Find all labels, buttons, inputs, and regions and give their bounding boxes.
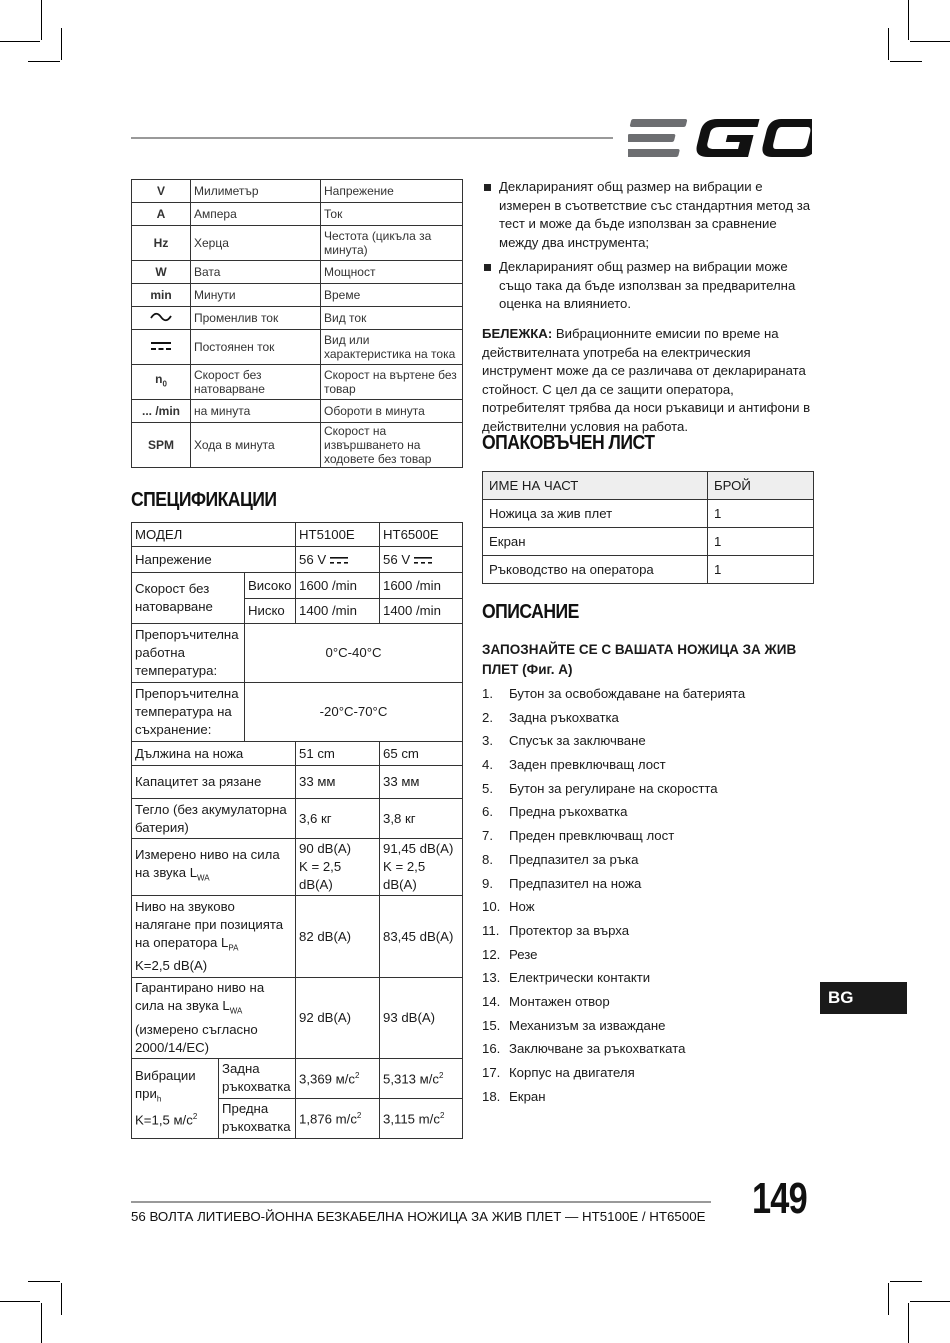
spec-value: 1400 /min (380, 599, 463, 624)
item-number: 11. (482, 922, 500, 938)
spec-label: Капацитет за рязане (132, 766, 296, 799)
item-text: Заден превключващ лост (509, 757, 666, 773)
spec-value: 33 мм (380, 766, 463, 799)
rear-value: 3,369 м/с (299, 1071, 355, 1087)
list-item (482, 178, 814, 252)
list-item (482, 685, 814, 709)
table-row (132, 839, 463, 896)
crop-mark (910, 1301, 950, 1302)
lwa-uncertainty: K = 2,5 dB(A) (299, 859, 342, 892)
spec-value: HT5100E (296, 523, 380, 547)
list-item (482, 946, 814, 970)
symbol-name: Скорост без натоварване (191, 365, 321, 400)
crop-mark (28, 1281, 60, 1282)
spec-label: Препоръчителна температура на съхранение: (132, 683, 245, 742)
spec-label: Ниско (245, 599, 296, 624)
table-row (132, 180, 463, 203)
table-row (132, 624, 463, 683)
bullet-text: Декларираният общ размер на вибрации е измерен в съответствие със стандартния метод за тест и може да бъде използван за сравнение между два инструмента; (499, 179, 811, 250)
bullet-icon (484, 264, 491, 271)
table-row (132, 1058, 463, 1098)
item-text: Нож (509, 899, 535, 915)
item-number: 12. (482, 946, 501, 962)
table-row (132, 284, 463, 307)
spec-value: 65 cm (380, 742, 463, 766)
list-item (482, 1088, 814, 1112)
lpa-uncertainty: K=2,5 dB(A) (135, 958, 208, 974)
symbol-n: n (155, 372, 163, 387)
symbol-subscript: 0 (162, 379, 167, 389)
list-item (482, 898, 814, 922)
symbols-table (131, 179, 463, 468)
header-rule (131, 137, 613, 139)
item-number: 5. (482, 780, 493, 796)
lwa-label: Измерено ниво на сила на звука L (135, 847, 280, 881)
packing-title: ОПАКОВЪЧЕН ЛИСТ (482, 432, 655, 454)
part-qty: 1 (708, 500, 814, 528)
list-item (482, 803, 814, 827)
spec-value: 92 dB(A) (296, 978, 380, 1059)
item-text: Електрически контакти (509, 970, 651, 986)
symbol-cell: W (132, 261, 191, 284)
item-number: 9. (482, 875, 493, 891)
item-text: Заключване за ръкохватката (509, 1041, 686, 1057)
symbol-desc: Мощност (321, 261, 463, 284)
table-row (132, 423, 463, 468)
spec-value: 0°C-40°C (245, 624, 463, 683)
symbol-name: Променлив ток (191, 307, 321, 330)
part-name: Ножица за жив плет (483, 500, 708, 528)
table-row (483, 556, 814, 584)
spec-value (380, 547, 463, 573)
item-number: 18. (482, 1088, 501, 1104)
table-row (132, 896, 463, 978)
symbol-desc: Скорост на въртене без товар (321, 365, 463, 400)
note-text: Вибрационните емисии по време на действителната употреба на електрическия инструмент може да се различава от декларираната стойност. С цел да се защити оператора, потребителят трябва да носи ръкавици и антифони в действителни условия на работа. (482, 326, 811, 434)
lwa-value: 90 dB(A) (299, 841, 352, 856)
spec-value: -20°C-70°C (245, 683, 463, 742)
crop-mark (890, 1281, 922, 1282)
footer-rule (131, 1201, 711, 1203)
bullet-text: Декларираният общ размер на вибрации може също така да бъде използван за предварителна оценка на влиянието. (499, 259, 796, 311)
lpa-label: Ниво на звуково налягане при позицията на оператора L (135, 898, 284, 950)
part-name: Екран (483, 528, 708, 556)
vib-subscript: h (156, 1094, 162, 1104)
list-item (482, 969, 814, 993)
item-number: 15. (482, 1017, 501, 1033)
symbol-cell: ... /min (132, 400, 191, 423)
symbol-cell: SPM (132, 423, 191, 468)
part-name: Ръководство на оператора (483, 556, 708, 584)
symbol-desc: Напрежение (321, 180, 463, 203)
spec-value (296, 1058, 380, 1098)
crop-mark (28, 61, 60, 62)
item-text: Преден превключващ лост (509, 828, 675, 844)
item-number: 14. (482, 993, 501, 1009)
spec-value: 93 dB(A) (380, 978, 463, 1059)
spec-label: Тегло (без акумулаторна батерия) (132, 799, 296, 839)
column-header: ИМЕ НА ЧАСТ (483, 472, 708, 500)
crop-mark (41, 0, 42, 40)
specs-title: СПЕЦИФИКАЦИИ (131, 489, 277, 511)
crop-mark (0, 41, 40, 42)
table-row (132, 742, 463, 766)
spec-value (380, 839, 463, 896)
item-text: Монтажен отвор (509, 993, 610, 1009)
symbol-cell: V (132, 180, 191, 203)
unit-superscript: 2 (439, 1111, 445, 1121)
item-text: Механизъм за изваждане (509, 1017, 666, 1033)
list-item (482, 709, 814, 733)
glwa-subscript: WA (229, 1006, 243, 1016)
bullet-icon (484, 184, 491, 191)
symbol-desc: Скорост на извършването на ходовете без товар (321, 423, 463, 468)
list-item (482, 851, 814, 875)
item-text: Корпус на двигателя (509, 1065, 635, 1080)
symbol-cell (132, 330, 191, 365)
lwa-value: 91,45 dB(A) (383, 841, 454, 856)
spec-value (296, 1098, 380, 1138)
spec-label: Високо (245, 573, 296, 599)
list-item (482, 756, 814, 780)
item-number: 13. (482, 970, 501, 986)
list-item (482, 258, 814, 314)
table-row (483, 500, 814, 528)
list-item (482, 1040, 814, 1064)
spec-value: 3,8 кг (380, 799, 463, 839)
item-number: 7. (482, 828, 493, 844)
symbol-desc: Вид ток (321, 307, 463, 330)
footer-text: 56 ВОЛТА ЛИТИЕВО-ЙОННА БЕЗКАБЕЛНА НОЖИЦА ЗА ЖИВ ПЛЕТ — HT5100E / HT6500E (131, 1209, 706, 1224)
spec-label (132, 896, 296, 978)
specs-table (131, 522, 463, 1139)
crop-mark (888, 1283, 889, 1315)
spec-value: HT6500E (380, 523, 463, 547)
part-qty: 1 (708, 528, 814, 556)
item-number: 17. (482, 1065, 501, 1080)
crop-mark (0, 1301, 40, 1302)
spec-value: 83,45 dB(A) (380, 896, 463, 978)
lpa-subscript: PA (228, 943, 239, 953)
item-number: 2. (482, 709, 493, 725)
crop-mark (61, 28, 62, 60)
symbol-desc: Обороти в минута (321, 400, 463, 423)
packing-table (482, 471, 814, 584)
spec-label: Скорост без натоварване (132, 573, 245, 624)
column-header: БРОЙ (708, 472, 814, 500)
spec-value (296, 839, 380, 896)
table-row (132, 683, 463, 742)
vib-label: Вибрации при (135, 1067, 196, 1101)
item-number: 16. (482, 1041, 501, 1057)
unit-superscript: 2 (355, 1071, 360, 1081)
rear-value: 5,313 м/с (383, 1071, 439, 1087)
item-text: Екран (509, 1088, 546, 1104)
crop-mark (908, 0, 909, 40)
list-item (482, 875, 814, 899)
spec-value: 82 dB(A) (296, 896, 380, 978)
symbol-name: Ампера (191, 203, 321, 226)
crop-mark (41, 1303, 42, 1343)
table-row (483, 528, 814, 556)
note-paragraph (482, 325, 814, 436)
vib-uncertainty: K=1,5 м/с (135, 1112, 193, 1128)
spec-label (132, 1058, 219, 1138)
direct-current-icon (150, 340, 172, 352)
spec-label: Дължина на ножа (132, 742, 296, 766)
list-item (482, 1064, 814, 1088)
item-number: 3. (482, 733, 493, 749)
table-row (132, 261, 463, 284)
symbol-cell: A (132, 203, 191, 226)
symbol-desc: Време (321, 284, 463, 307)
item-text: Предпазител за ръка (509, 851, 639, 867)
spec-label: Предна ръкохватка (219, 1098, 296, 1138)
spec-value (380, 1098, 463, 1138)
table-row (132, 307, 463, 330)
spec-value (380, 1058, 463, 1098)
symbol-name: Вата (191, 261, 321, 284)
item-number: 10. (482, 899, 501, 915)
spec-value: 1600 /min (380, 573, 463, 599)
symbol-desc: Вид или характеристика на тока (321, 330, 463, 365)
alternating-current-icon (149, 311, 173, 323)
spec-label: МОДЕЛ (132, 523, 296, 547)
item-number: 8. (482, 851, 493, 867)
symbol-name: на минута (191, 400, 321, 423)
crop-mark (888, 28, 889, 60)
symbol-name: Милиметър (191, 180, 321, 203)
list-item (482, 827, 814, 851)
spec-value: 51 cm (296, 742, 380, 766)
table-row (132, 573, 463, 599)
symbol-name: Минути (191, 284, 321, 307)
ego-logo (628, 117, 812, 159)
item-number: 1. (482, 686, 493, 701)
vibration-bullets (482, 178, 814, 320)
table-row (132, 365, 463, 400)
parts-list (482, 685, 814, 1111)
symbol-cell: Hz (132, 226, 191, 261)
spec-value: 1400 /min (296, 599, 380, 624)
unit-superscript: 2 (439, 1071, 444, 1081)
table-header-row (483, 472, 814, 500)
item-text: Задна ръкохватка (509, 709, 619, 725)
item-text: Бутон за регулиране на скоростта (509, 780, 718, 796)
symbol-desc: Ток (321, 203, 463, 226)
item-text: Предна ръкохватка (509, 804, 628, 820)
symbol-name: Хода в минута (191, 423, 321, 468)
item-text: Бутон за освобождаване на батерията (509, 686, 746, 701)
table-row (132, 547, 463, 573)
spec-value: 33 мм (296, 766, 380, 799)
item-text: Предпазител на ножа (509, 875, 642, 891)
crop-mark (910, 41, 950, 42)
crop-mark (61, 1283, 62, 1315)
symbol-cell: min (132, 284, 191, 307)
vib-superscript: 2 (192, 1112, 198, 1122)
spec-label (132, 839, 296, 896)
table-row (132, 226, 463, 261)
spec-label (132, 978, 296, 1059)
table-row (132, 523, 463, 547)
item-number: 6. (482, 804, 493, 820)
table-row (132, 203, 463, 226)
description-title: ОПИСАНИЕ (482, 601, 579, 623)
spec-value: 3,6 кг (296, 799, 380, 839)
note-label: БЕЛЕЖКА: (482, 326, 553, 341)
front-value: 1,876 m/c (299, 1111, 357, 1127)
table-row (132, 330, 463, 365)
list-item (482, 993, 814, 1017)
direct-current-icon (330, 556, 348, 565)
symbol-name: Постоянен ток (191, 330, 321, 365)
item-text: Спусък за заключване (509, 733, 646, 749)
spec-label: Напрежение (132, 547, 296, 573)
crop-mark (890, 61, 922, 62)
table-row (132, 978, 463, 1059)
spec-label: Задна ръкохватка (219, 1058, 296, 1098)
crop-mark (908, 1303, 909, 1343)
spec-value: 1600 /min (296, 573, 380, 599)
list-item (482, 732, 814, 756)
item-text: Протектор за върха (509, 922, 630, 938)
voltage-value: 56 V (383, 551, 411, 567)
glwa-label: Гарантирано ниво на сила на звука L (135, 980, 265, 1013)
description-subtitle: ЗАПОЗНАЙТЕ СЕ С ВАШАТА НОЖИЦА ЗА ЖИВ ПЛЕТ (Фиг. А) (482, 642, 797, 677)
list-item (482, 922, 814, 946)
lwa-uncertainty: K = 2,5 dB(A) (383, 859, 426, 892)
direct-current-icon (414, 556, 432, 565)
symbol-cell (132, 365, 191, 400)
lwa-subscript: WA (197, 873, 210, 883)
list-item (482, 780, 814, 804)
language-tab: BG (820, 982, 907, 1014)
table-row (132, 400, 463, 423)
glwa-note: (измерено съгласно 2000/14/EC) (135, 1021, 258, 1055)
item-text: Резе (509, 946, 538, 962)
voltage-value: 56 V (299, 551, 327, 567)
list-item (482, 1017, 814, 1041)
spec-label: Препоръчителна работна температура: (132, 624, 245, 683)
item-number: 4. (482, 757, 493, 773)
symbol-cell (132, 307, 191, 330)
spec-value (296, 547, 380, 573)
table-row (132, 766, 463, 799)
table-row (132, 799, 463, 839)
symbol-desc: Честота (цикъла за минута) (321, 226, 463, 261)
symbol-name: Херца (191, 226, 321, 261)
front-value: 3,115 m/c (383, 1111, 440, 1127)
page-number: 149 (752, 1174, 807, 1223)
part-qty: 1 (708, 556, 814, 584)
unit-superscript: 2 (356, 1111, 362, 1121)
